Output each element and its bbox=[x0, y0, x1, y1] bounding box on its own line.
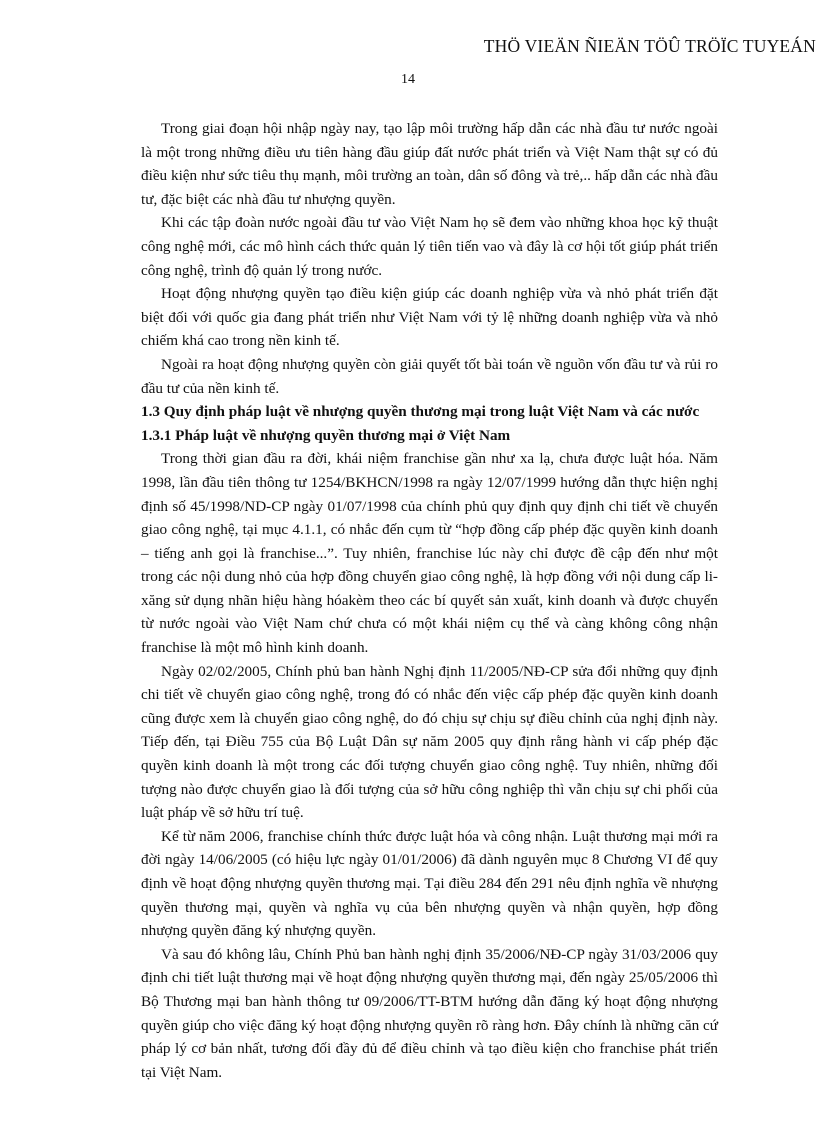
paragraph: Ngày 02/02/2005, Chính phủ ban hành Nghị định 11/2005/NĐ-CP sửa đổi những quy định chi tiết về chuyển giao công nghệ, trong đó có nhắc đến việc cấp phép đặc quyền kinh doanh cũng được xem là chuyển giao công nghệ, do đó chịu sự chịu sự điều chỉnh của nghị định này. Tiếp đến, tại Điều 755 của Bộ Luật Dân sự năm 2005 quy định rằng hành vi cấp phép đặc quyền kinh doanh là một trong các đối tượng chuyển giao công nghệ. Tuy nhiên, những đối tượng nào được chuyển giao là đối tượng của sở hữu công nghiệp thì vẫn chịu sự chi phối của luật pháp về sở hữu trí tuệ. bbox=[141, 662, 718, 822]
paragraph: Hoạt động nhượng quyền tạo điều kiện giúp các doanh nghiệp vừa và nhỏ phát triển đặt biệt đối với quốc gia đang phát triển như Việt Nam với tỷ lệ những doanh nghiệp vừa và nhỏ chiếm khá cao trong nền kinh tế. bbox=[141, 285, 718, 350]
paragraph: Khi các tập đoàn nước ngoài đầu tư vào Việt Nam họ sẽ đem vào những khoa học kỹ thuật công nghệ mới, các mô hình cách thức quản lý tiên tiến vao và đây là cơ hội tốt giúp phát triển công nghệ, trình độ quản lý trong nước. bbox=[141, 214, 718, 279]
header-title: THÖ VIEÄN ÑIEÄN TÖÛ TRÖÏC TUYEÁN bbox=[483, 36, 816, 56]
paragraph: Kể từ năm 2006, franchise chính thức được luật hóa và công nhận. Luật thương mại mới ra đời ngày 14/06/2005 (có hiệu lực ngày 01/01/2006) đã dành nguyên mục 8 Chương VI để quy định về hoạt động nhượng quyền thương mại. Tại điều 284 đến 291 nêu định nghĩa về nhượng quyền thương mại, quyền và nghĩa vụ của bên nhượng quyền và nhận quyền, hợp đồng nhượng quyền đăng ký nhượng quyền. bbox=[141, 827, 718, 940]
section-heading-1-3: 1.3 Quy định pháp luật về nhượng quyền thương mại trong luật Việt Nam và các nước bbox=[141, 403, 700, 421]
section-heading-1-3-1: 1.3.1 Pháp luật về nhượng quyền thương mại ở Việt Nam bbox=[141, 426, 511, 444]
paragraph: Trong giai đoạn hội nhập ngày nay, tạo lập môi trường hấp dẫn các nhà đầu tư nước ngoài là một trong những điều ưu tiên hàng đầu giúp đất nước phát triển và Việt Nam thật sự có đủ điều kiện như sức tiêu thụ mạnh, môi trường an toàn, dân số đông và trẻ,.. hấp dẫn các nhà đầu tư, đặc biệt các nhà đầu tư nhượng quyền. bbox=[141, 120, 718, 208]
document-body bbox=[141, 117, 718, 1084]
page-number: 14 bbox=[401, 72, 415, 87]
paragraph: Và sau đó không lâu, Chính Phủ ban hành nghị định 35/2006/NĐ-CP ngày 31/03/2006 quy định chi tiết luật thương mại về hoạt động nhượng quyền thương mại, đến ngày 25/05/2006 thì Bộ Thương mại ban hành thông tư 09/2006/TT-BTM hướng dẫn đăng ký hoạt động nhượng quyền giúp cho việc đăng ký hoạt động nhượng quyền rõ ràng hơn. Đây chính là những căn cứ pháp lý cơ bản nhất, tương đối đầy đủ để điều chỉnh và tạo điều kiện cho franchise phát triển tại Việt Nam. bbox=[141, 945, 718, 1081]
paragraph: Trong thời gian đầu ra đời, khái niệm franchise gần như xa lạ, chưa được luật hóa. Năm 1998, lần đầu tiên thông tư 1254/BKHCN/1998 ra ngày 12/07/1999 hướng dẫn thực hiện nghị định số 45/1998/ND-CP ngày 01/07/1998 của chính phủ quy định quy định chi tiết về chuyển giao công nghệ, tại mục 4.1.1, có nhắc đến cụm từ “hợp đồng cấp phép đặc quyền kinh doanh – tiếng anh gọi là franchise...”. Tuy nhiên, franchise lúc này chỉ được đề cập đến như một trong các nội dung nhỏ của hợp đồng chuyển giao công nghệ, là hợp đồng với nội dung cấp li-xăng sử dụng nhãn hiệu hàng hóakèm theo các bí quyết sản xuất, kinh doanh và được chuyển từ nước ngoài vào Việt Nam chứ chưa có một khái niệm cụ thể và càng không công nhận franchise là một mô hình kinh doanh. bbox=[141, 450, 718, 657]
paragraph: Ngoài ra hoạt động nhượng quyền còn giải quyết tốt bài toán về nguồn vốn đầu tư và rủi ro đầu tư của nền kinh tế. bbox=[141, 355, 718, 397]
